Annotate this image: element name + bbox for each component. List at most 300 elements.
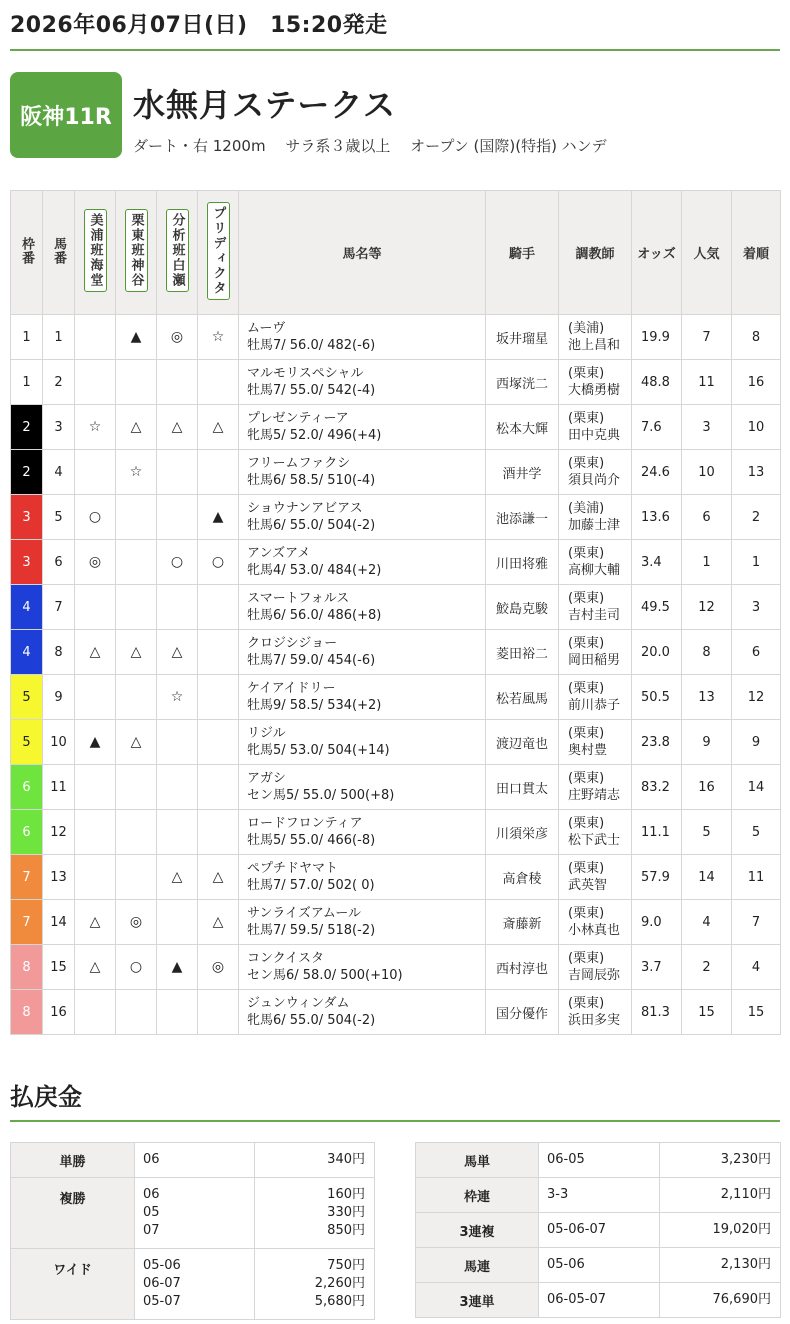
payout-row xyxy=(416,1213,781,1248)
prediction-mark-1 xyxy=(75,810,116,855)
popularity: 1 xyxy=(682,540,732,585)
horse-info: 牝馬4/ 53.0/ 484(+2) xyxy=(247,563,382,578)
trainer-name: 大橋勇樹 xyxy=(568,383,621,398)
prediction-mark-2 xyxy=(116,360,157,405)
trainer-cell xyxy=(559,360,632,405)
trainer-region: (栗東) xyxy=(568,771,605,786)
prediction-mark-2: △ xyxy=(116,630,157,675)
prediction-mark-3 xyxy=(157,585,198,630)
prediction-mark-1: △ xyxy=(75,945,116,990)
horse-number: 7 xyxy=(43,585,75,630)
bet-type: 単勝 xyxy=(11,1143,135,1178)
horse-number: 11 xyxy=(43,765,75,810)
col-odds: オッズ xyxy=(632,191,682,315)
payout-row xyxy=(416,1143,781,1178)
trainer-cell xyxy=(559,630,632,675)
horse-name[interactable]: ケイアイドリー xyxy=(247,681,336,696)
horse-cell xyxy=(239,450,486,495)
horse-info: 牡馬7/ 55.0/ 542(-4) xyxy=(247,383,376,398)
odds: 3.4 xyxy=(632,540,682,585)
popularity: 14 xyxy=(682,855,732,900)
col-predictor-2: 栗東班神谷 xyxy=(116,191,157,315)
prediction-mark-3: △ xyxy=(157,630,198,675)
odds: 20.0 xyxy=(632,630,682,675)
frame-number: 5 xyxy=(11,675,43,720)
prediction-mark-3 xyxy=(157,765,198,810)
trainer-cell xyxy=(559,405,632,450)
horse-cell xyxy=(239,540,486,585)
trainer-region: (栗東) xyxy=(568,636,605,651)
trainer-name: 吉岡辰弥 xyxy=(568,968,621,983)
payout-title: 払戻金 xyxy=(10,1083,82,1111)
popularity: 6 xyxy=(682,495,732,540)
horse-cell xyxy=(239,585,486,630)
entry-row xyxy=(11,765,781,810)
odds: 81.3 xyxy=(632,990,682,1035)
finish-position: 14 xyxy=(732,765,781,810)
horse-number: 4 xyxy=(43,450,75,495)
bet-type: 枠連 xyxy=(416,1178,539,1213)
prediction-mark-3 xyxy=(157,990,198,1035)
horse-name[interactable]: サンライズアムール xyxy=(247,906,362,921)
jockey-name: 西村淳也 xyxy=(486,945,559,990)
prediction-mark-2: ▲ xyxy=(116,315,157,360)
frame-number: 1 xyxy=(11,315,43,360)
horse-name[interactable]: ムーヴ xyxy=(247,321,286,336)
col-predictor-4: プリディクタ xyxy=(198,191,239,315)
jockey-name: 池添謙一 xyxy=(486,495,559,540)
odds: 3.7 xyxy=(632,945,682,990)
odds: 83.2 xyxy=(632,765,682,810)
entry-row xyxy=(11,990,781,1035)
trainer-region: (栗東) xyxy=(568,411,605,426)
prediction-mark-3 xyxy=(157,900,198,945)
trainer-region: (栗東) xyxy=(568,456,605,471)
horse-name[interactable]: プレゼンティーア xyxy=(247,411,349,426)
entries-table xyxy=(10,190,781,1035)
bet-combination: 06 xyxy=(143,1187,160,1202)
horse-name[interactable]: クロジシジョー xyxy=(247,636,338,651)
entry-row xyxy=(11,450,781,495)
prediction-mark-1: △ xyxy=(75,630,116,675)
prediction-mark-1: ▲ xyxy=(75,720,116,765)
payout-row xyxy=(416,1178,781,1213)
bet-combination: 3-3 xyxy=(539,1178,660,1213)
prediction-mark-4: ◎ xyxy=(198,945,239,990)
horse-info: 牡馬7/ 59.0/ 454(-6) xyxy=(247,653,376,668)
horse-number: 12 xyxy=(43,810,75,855)
trainer-region: (栗東) xyxy=(568,996,605,1011)
trainer-name: 松下武士 xyxy=(568,833,621,848)
popularity: 3 xyxy=(682,405,732,450)
trainer-region: (栗東) xyxy=(568,366,605,381)
prediction-mark-3: ☆ xyxy=(157,675,198,720)
payout-amounts xyxy=(255,1178,375,1249)
trainer-region: (栗東) xyxy=(568,861,605,876)
trainer-region: (栗東) xyxy=(568,726,605,741)
horse-number: 9 xyxy=(43,675,75,720)
trainer-cell xyxy=(559,810,632,855)
prediction-mark-3: △ xyxy=(157,405,198,450)
trainer-region: (栗東) xyxy=(568,591,605,606)
horse-info: 牡馬6/ 58.5/ 510(-4) xyxy=(247,473,376,488)
finish-position: 1 xyxy=(732,540,781,585)
jockey-name: 松本大輝 xyxy=(486,405,559,450)
payout-amount: 19,020円 xyxy=(660,1213,781,1248)
finish-position: 13 xyxy=(732,450,781,495)
col-popularity: 人気 xyxy=(682,191,732,315)
odds: 23.8 xyxy=(632,720,682,765)
payout-amount: 330円 xyxy=(327,1205,365,1220)
prediction-mark-1: ○ xyxy=(75,495,116,540)
prediction-mark-4: △ xyxy=(198,900,239,945)
trainer-name: 高柳大輔 xyxy=(568,563,621,578)
trainer-cell xyxy=(559,990,632,1035)
prediction-mark-1: ☆ xyxy=(75,405,116,450)
horse-number: 5 xyxy=(43,495,75,540)
prediction-mark-3 xyxy=(157,360,198,405)
popularity: 12 xyxy=(682,585,732,630)
trainer-name: 岡田稲男 xyxy=(568,653,621,668)
horse-info: 牡馬6/ 56.0/ 486(+8) xyxy=(247,608,382,623)
prediction-mark-4: ☆ xyxy=(198,315,239,360)
prediction-mark-1 xyxy=(75,855,116,900)
entry-row xyxy=(11,495,781,540)
horse-cell xyxy=(239,900,486,945)
finish-position: 7 xyxy=(732,900,781,945)
trainer-name: 浜田多実 xyxy=(568,1013,621,1028)
payout-amount: 5,680円 xyxy=(314,1294,365,1309)
trainer-region: (美浦) xyxy=(568,321,605,336)
prediction-mark-3: ○ xyxy=(157,540,198,585)
popularity: 15 xyxy=(682,990,732,1035)
bet-combination: 06-05-07 xyxy=(539,1283,660,1318)
jockey-name: 渡辺竜也 xyxy=(486,720,559,765)
horse-cell xyxy=(239,630,486,675)
payout-row xyxy=(416,1283,781,1318)
horse-name[interactable]: ショウナンアビアス xyxy=(247,501,363,516)
jockey-name: 酒井学 xyxy=(486,450,559,495)
finish-position: 5 xyxy=(732,810,781,855)
horse-cell xyxy=(239,855,486,900)
prediction-mark-3: ◎ xyxy=(157,315,198,360)
horse-info: セン馬5/ 55.0/ 500(+8) xyxy=(247,788,395,803)
horse-info: 牝馬5/ 52.0/ 496(+4) xyxy=(247,428,382,443)
bet-combination: 05-06-07 xyxy=(539,1213,660,1248)
payout-amounts xyxy=(255,1143,375,1178)
payout-amount: 2,110円 xyxy=(660,1178,781,1213)
payout-amount: 2,260円 xyxy=(314,1276,365,1291)
trainer-name: 吉村圭司 xyxy=(568,608,621,623)
col-finish: 着順 xyxy=(732,191,781,315)
frame-number: 2 xyxy=(11,405,43,450)
horse-cell xyxy=(239,495,486,540)
prediction-mark-2: △ xyxy=(116,720,157,765)
prediction-mark-4 xyxy=(198,675,239,720)
prediction-mark-2: ☆ xyxy=(116,450,157,495)
horse-name[interactable]: ペプチドヤマト xyxy=(247,861,339,876)
col-predictor-1: 美浦班海堂 xyxy=(75,191,116,315)
odds: 13.6 xyxy=(632,495,682,540)
bet-combination: 06-05 xyxy=(539,1143,660,1178)
jockey-name: 西塚洸二 xyxy=(486,360,559,405)
popularity: 16 xyxy=(682,765,732,810)
finish-position: 10 xyxy=(732,405,781,450)
entry-row xyxy=(11,720,781,765)
finish-position: 9 xyxy=(732,720,781,765)
odds: 19.9 xyxy=(632,315,682,360)
popularity: 10 xyxy=(682,450,732,495)
prediction-mark-2 xyxy=(116,540,157,585)
bet-combinations xyxy=(135,1143,255,1178)
odds: 11.1 xyxy=(632,810,682,855)
prediction-mark-3 xyxy=(157,495,198,540)
jockey-name: 斎藤新 xyxy=(486,900,559,945)
horse-cell xyxy=(239,990,486,1035)
trainer-cell xyxy=(559,945,632,990)
popularity: 4 xyxy=(682,900,732,945)
horse-number: 1 xyxy=(43,315,75,360)
race-conditions: ダート・右 1200m サラ系３歳以上 オープン (国際)(特指) ハンデ xyxy=(133,137,607,155)
horse-info: 牡馬6/ 55.0/ 504(-2) xyxy=(247,518,376,533)
bet-type: 3連複 xyxy=(416,1213,539,1248)
horse-number: 15 xyxy=(43,945,75,990)
entries-header-row xyxy=(11,191,781,315)
horse-info: 牡馬5/ 55.0/ 466(-8) xyxy=(247,833,376,848)
trainer-name: 奥村豊 xyxy=(568,743,608,758)
prediction-mark-2: ◎ xyxy=(116,900,157,945)
prediction-mark-3 xyxy=(157,810,198,855)
col-waku: 枠番 xyxy=(11,191,43,315)
trainer-name: 庄野靖志 xyxy=(568,788,621,803)
jockey-name: 高倉稜 xyxy=(486,855,559,900)
prediction-mark-1 xyxy=(75,585,116,630)
popularity: 11 xyxy=(682,360,732,405)
prediction-mark-4 xyxy=(198,630,239,675)
horse-info: 牡馬9/ 58.5/ 534(+2) xyxy=(247,698,382,713)
popularity: 9 xyxy=(682,720,732,765)
horse-name[interactable]: ジュンウィンダム xyxy=(247,996,350,1011)
trainer-name: 武英智 xyxy=(568,878,608,893)
payout-row xyxy=(11,1178,375,1249)
prediction-mark-1 xyxy=(75,765,116,810)
bet-combination: 07 xyxy=(143,1223,160,1238)
prediction-mark-1: △ xyxy=(75,900,116,945)
entry-row xyxy=(11,405,781,450)
col-horse: 馬名等 xyxy=(239,191,486,315)
frame-number: 5 xyxy=(11,720,43,765)
trainer-region: (栗東) xyxy=(568,906,605,921)
bet-combination: 05-07 xyxy=(143,1294,181,1309)
odds: 50.5 xyxy=(632,675,682,720)
entry-row xyxy=(11,810,781,855)
finish-position: 2 xyxy=(732,495,781,540)
jockey-name: 田口貫太 xyxy=(486,765,559,810)
odds: 24.6 xyxy=(632,450,682,495)
jockey-name: 川田将雅 xyxy=(486,540,559,585)
prediction-mark-2 xyxy=(116,855,157,900)
frame-number: 6 xyxy=(11,810,43,855)
prediction-mark-2: △ xyxy=(116,405,157,450)
trainer-name: 前川恭子 xyxy=(568,698,621,713)
bet-combination: 05-06 xyxy=(539,1248,660,1283)
odds: 48.8 xyxy=(632,360,682,405)
payout-row xyxy=(416,1248,781,1283)
horse-name[interactable]: スマートフォルス xyxy=(247,591,350,606)
bet-combinations xyxy=(135,1178,255,1249)
frame-number: 3 xyxy=(11,540,43,585)
race-number-badge: 阪神11R xyxy=(10,72,122,158)
horse-number: 3 xyxy=(43,405,75,450)
trainer-cell xyxy=(559,450,632,495)
horse-name[interactable]: アガシ xyxy=(247,771,286,786)
frame-number: 6 xyxy=(11,765,43,810)
trainer-cell xyxy=(559,675,632,720)
prediction-mark-2 xyxy=(116,675,157,720)
frame-number: 8 xyxy=(11,990,43,1035)
horse-cell xyxy=(239,765,486,810)
prediction-mark-2 xyxy=(116,585,157,630)
entry-row xyxy=(11,585,781,630)
finish-position: 15 xyxy=(732,990,781,1035)
trainer-cell xyxy=(559,585,632,630)
entry-row xyxy=(11,315,781,360)
frame-number: 1 xyxy=(11,360,43,405)
frame-number: 4 xyxy=(11,585,43,630)
trainer-name: 池上昌和 xyxy=(568,338,621,353)
trainer-cell xyxy=(559,495,632,540)
jockey-name: 坂井瑠星 xyxy=(486,315,559,360)
payout-amounts xyxy=(255,1249,375,1320)
odds: 9.0 xyxy=(632,900,682,945)
trainer-cell xyxy=(559,900,632,945)
trainer-name: 田中克典 xyxy=(568,428,621,443)
race-datetime: 2026年06月07日(日) 15:20発走 xyxy=(10,13,388,38)
finish-position: 6 xyxy=(732,630,781,675)
prediction-mark-4: △ xyxy=(198,405,239,450)
bet-type: 3連単 xyxy=(416,1283,539,1318)
bet-type: ワイド xyxy=(11,1249,135,1320)
prediction-mark-4 xyxy=(198,450,239,495)
horse-name[interactable]: フリームファクシ xyxy=(247,456,351,471)
header-divider xyxy=(10,49,780,51)
col-umaban: 馬番 xyxy=(43,191,75,315)
payout-amount: 76,690円 xyxy=(660,1283,781,1318)
prediction-mark-4 xyxy=(198,585,239,630)
popularity: 8 xyxy=(682,630,732,675)
col-jockey: 騎手 xyxy=(486,191,559,315)
prediction-mark-1 xyxy=(75,315,116,360)
popularity: 13 xyxy=(682,675,732,720)
prediction-mark-4 xyxy=(198,360,239,405)
horse-info: 牡馬7/ 57.0/ 502( 0) xyxy=(247,878,375,893)
prediction-mark-4: ▲ xyxy=(198,495,239,540)
finish-position: 8 xyxy=(732,315,781,360)
prediction-mark-3: △ xyxy=(157,855,198,900)
prediction-mark-1: ◎ xyxy=(75,540,116,585)
horse-number: 2 xyxy=(43,360,75,405)
horse-name[interactable]: マルモリスペシャル xyxy=(247,366,364,381)
prediction-mark-3 xyxy=(157,450,198,495)
trainer-region: (栗東) xyxy=(568,951,605,966)
entry-row xyxy=(11,675,781,720)
horse-info: セン馬6/ 58.0/ 500(+10) xyxy=(247,968,403,983)
trainer-cell xyxy=(559,855,632,900)
jockey-name: 鮫島克駿 xyxy=(486,585,559,630)
horse-cell xyxy=(239,315,486,360)
jockey-name: 菱田裕二 xyxy=(486,630,559,675)
frame-number: 8 xyxy=(11,945,43,990)
horse-name[interactable]: リジル xyxy=(247,726,286,741)
race-title: 水無月ステークス xyxy=(133,86,397,124)
horse-number: 13 xyxy=(43,855,75,900)
prediction-mark-4 xyxy=(198,810,239,855)
frame-number: 4 xyxy=(11,630,43,675)
trainer-name: 小林真也 xyxy=(568,923,621,938)
prediction-mark-4 xyxy=(198,765,239,810)
prediction-mark-2: ○ xyxy=(116,945,157,990)
prediction-mark-4: ○ xyxy=(198,540,239,585)
horse-name[interactable]: ロードフロンティア xyxy=(247,816,363,831)
frame-number: 2 xyxy=(11,450,43,495)
bet-combination: 05-06 xyxy=(143,1258,181,1273)
jockey-name: 国分優作 xyxy=(486,990,559,1035)
horse-name[interactable]: コンクイスタ xyxy=(247,951,324,966)
trainer-region: (栗東) xyxy=(568,816,605,831)
odds: 49.5 xyxy=(632,585,682,630)
popularity: 5 xyxy=(682,810,732,855)
bet-type: 馬連 xyxy=(416,1248,539,1283)
horse-info: 牡馬7/ 56.0/ 482(-6) xyxy=(247,338,376,353)
prediction-mark-4: △ xyxy=(198,855,239,900)
frame-number: 7 xyxy=(11,900,43,945)
finish-position: 3 xyxy=(732,585,781,630)
trainer-region: (栗東) xyxy=(568,546,605,561)
trainer-cell xyxy=(559,540,632,585)
entry-row xyxy=(11,630,781,675)
prediction-mark-1 xyxy=(75,450,116,495)
horse-number: 10 xyxy=(43,720,75,765)
horse-number: 8 xyxy=(43,630,75,675)
frame-number: 7 xyxy=(11,855,43,900)
col-predictor-3: 分析班白瀬 xyxy=(157,191,198,315)
prediction-mark-2 xyxy=(116,810,157,855)
bet-combination: 05 xyxy=(143,1205,160,1220)
frame-number: 3 xyxy=(11,495,43,540)
horse-cell xyxy=(239,675,486,720)
finish-position: 16 xyxy=(732,360,781,405)
bet-combination: 06-07 xyxy=(143,1276,181,1291)
odds: 7.6 xyxy=(632,405,682,450)
prediction-mark-1 xyxy=(75,990,116,1035)
horse-cell xyxy=(239,810,486,855)
prediction-mark-4 xyxy=(198,720,239,765)
horse-info: 牡馬7/ 59.5/ 518(-2) xyxy=(247,923,376,938)
trainer-cell xyxy=(559,315,632,360)
horse-name[interactable]: アンズアメ xyxy=(247,546,311,561)
prediction-mark-3 xyxy=(157,720,198,765)
entry-row xyxy=(11,945,781,990)
bet-combination: 06 xyxy=(143,1152,160,1167)
payout-amount: 750円 xyxy=(327,1258,365,1273)
payout-amount: 2,130円 xyxy=(660,1248,781,1283)
payout-amount: 3,230円 xyxy=(660,1143,781,1178)
trainer-cell xyxy=(559,720,632,765)
horse-info: 牝馬6/ 55.0/ 504(-2) xyxy=(247,1013,376,1028)
bet-combinations xyxy=(135,1249,255,1320)
horse-number: 16 xyxy=(43,990,75,1035)
popularity: 7 xyxy=(682,315,732,360)
